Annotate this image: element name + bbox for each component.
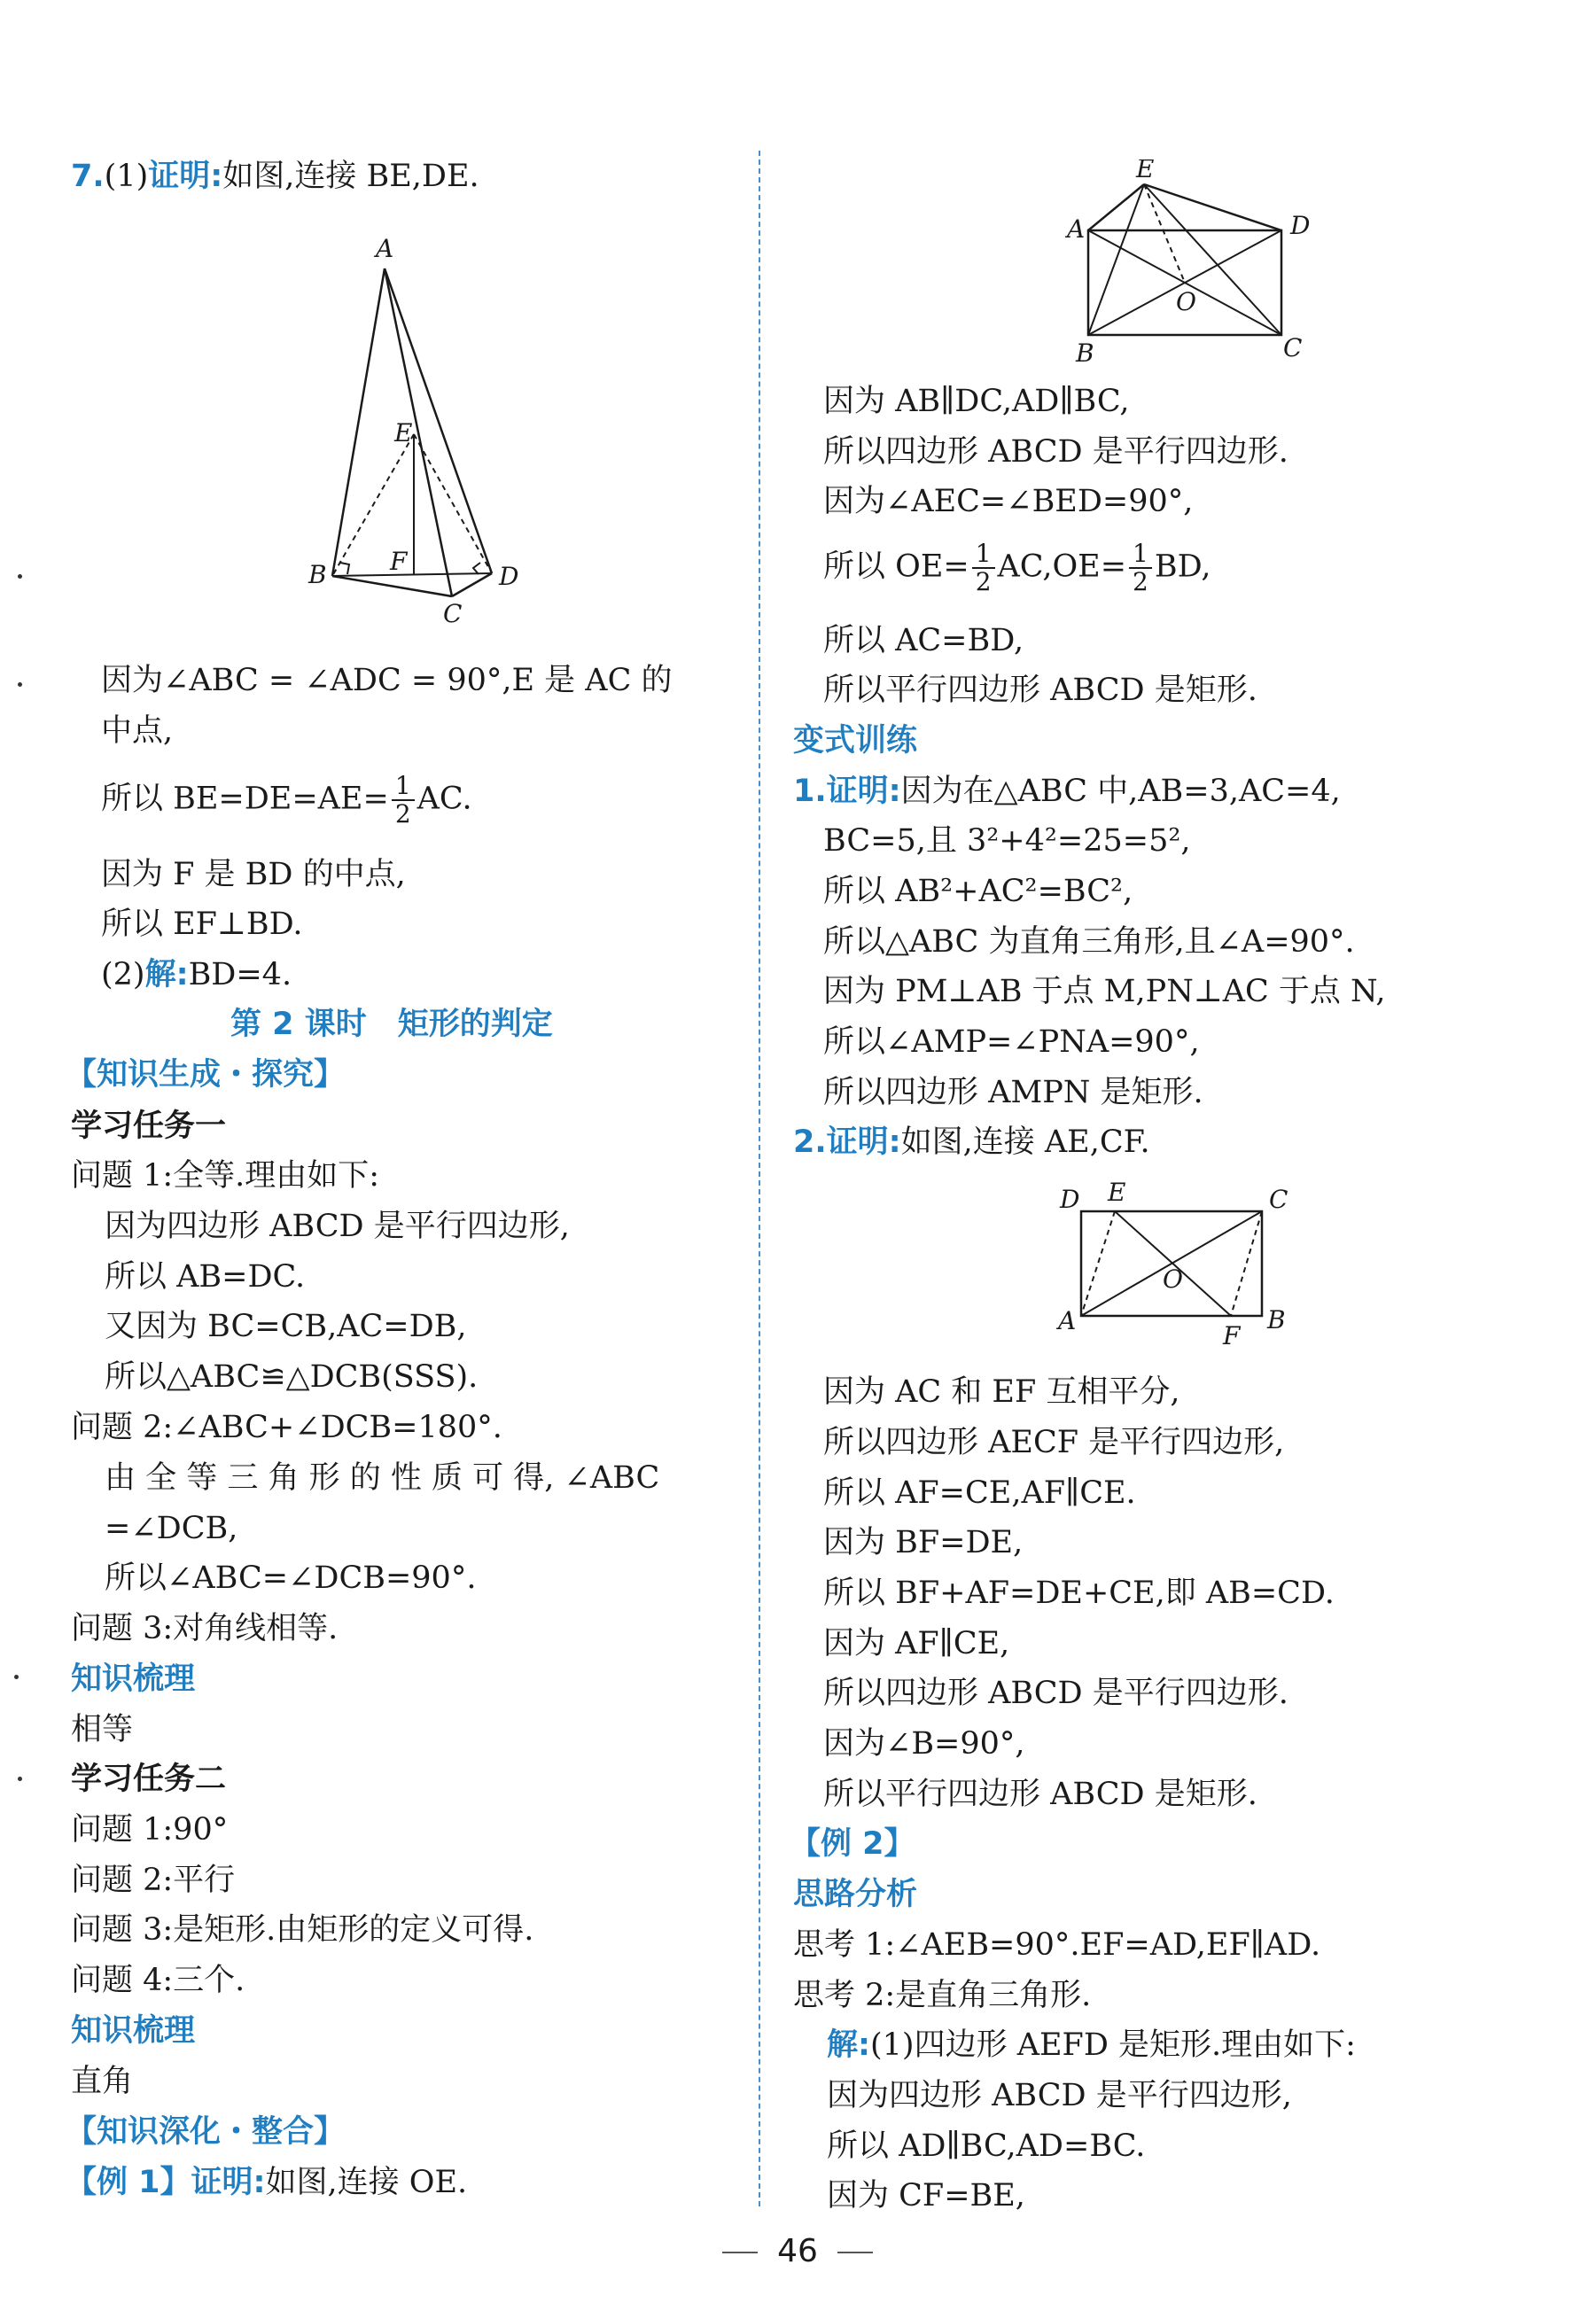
lesson-title: 第 2 课时 矩形的判定 (230, 1007, 553, 1042)
proof-label: 证明: (148, 159, 223, 194)
text-line: 因为 F 是 BD 的中点, (101, 857, 406, 892)
task-heading: 学习任务一 (71, 1109, 227, 1144)
page-number: 46 (673, 2233, 922, 2269)
text-line: 所以平行四边形 ABCD 是矩形. (823, 1777, 1257, 1812)
example-tag: 【例 2】 (790, 1826, 915, 1862)
example-1-line: 【例 1】证明:如图,连接 OE. (66, 2165, 468, 2200)
text-line: 中点, (101, 713, 174, 749)
margin-dot (18, 1777, 22, 1781)
subsection-heading: 知识梳理 (71, 2013, 196, 2049)
text-line: 因为 CF=BE, (827, 2178, 1025, 2214)
problem-7-line: 7.(1)证明:如图,连接 BE,DE. (71, 159, 479, 194)
proof-label: 证明: (826, 774, 901, 809)
text-line: 所以平行四边形 ABCD 是矩形. (823, 673, 1257, 708)
text-line: 又因为 BC=CB,AC=DB, (105, 1309, 467, 1344)
label-a: A (376, 234, 394, 263)
fraction: $\frac{1}{2}$ (1129, 541, 1152, 595)
subsection-heading: 变式训练 (793, 723, 918, 759)
text-line: BC=5,且 3²+4²=25=5², (823, 823, 1191, 859)
text-line: 所以△ABC≌△DCB(SSS). (105, 1359, 479, 1395)
label-d: D (499, 562, 519, 591)
task-heading: 学习任务二 (71, 1762, 227, 1797)
problem-2-line: 2.证明:如图,连接 AE,CF. (793, 1124, 1150, 1160)
label-e: E (1108, 1178, 1126, 1207)
label-c: C (1283, 333, 1303, 362)
text-line: 所以∠ABC=∠DCB=90°. (105, 1560, 477, 1596)
text-line: 所以 AB²+AC²=BC², (823, 874, 1133, 909)
label-b: B (1267, 1305, 1286, 1334)
label-c: C (443, 599, 463, 628)
text-line: 所以 EF⊥BD. (101, 906, 303, 942)
label-e: E (394, 418, 413, 447)
label-f: F (1223, 1321, 1241, 1350)
text-line: 问题 1:全等.理由如下: (71, 1158, 380, 1194)
text-line: 问题 1:90° (71, 1812, 229, 1848)
solution-label: 解: (827, 2027, 870, 2063)
text-line: 因为 PM⊥AB 于点 M,PN⊥AC 于点 N, (823, 974, 1386, 1009)
subsection-heading: 思路分析 (793, 1877, 918, 1912)
figure-rectangle-aecf (1010, 1174, 1303, 1351)
figure-triangle-abcd (284, 226, 620, 634)
problem-number: 2. (793, 1124, 827, 1160)
example-tag: 【例 1】 (66, 2165, 191, 2200)
label-f: F (390, 547, 408, 576)
margin-dot (18, 682, 22, 687)
problem-number: 7. (71, 159, 105, 194)
label-b: B (308, 560, 327, 589)
text-line: 问题 3:对角线相等. (71, 1611, 339, 1646)
text-line: 思考 1:∠AEB=90°.EF=AD,EF∥AD. (793, 1927, 1321, 1963)
text-line-answer: (2)解:BD=4. (101, 957, 292, 992)
label-o: O (1163, 1264, 1183, 1294)
solution-line: 解:(1)四边形 AEFD 是矩形.理由如下: (827, 2027, 1356, 2063)
text-line: 因为四边形 ABCD 是平行四边形, (827, 2078, 1292, 2113)
text-line: 因为 AF∥CE, (823, 1626, 1010, 1661)
label-c: C (1269, 1185, 1288, 1214)
proof-label: 证明: (826, 1124, 901, 1160)
margin-dot (14, 1675, 19, 1679)
section-heading: 【知识生成・探究】 (66, 1057, 346, 1093)
text-line: 直角 (71, 2064, 134, 2099)
text-line: 所以四边形 AMPN 是矩形. (823, 1075, 1203, 1110)
text-line: 所以 AC=BD, (823, 623, 1024, 658)
problem-number: 1. (793, 774, 827, 809)
text-line: 所以∠AMP=∠PNA=90°, (823, 1024, 1200, 1060)
text-line: 所以 AB=DC. (105, 1259, 306, 1295)
text-line: 所以 AF=CE,AF∥CE. (823, 1475, 1136, 1511)
label-d: D (1060, 1185, 1080, 1214)
figure-rectangle-with-e (1019, 159, 1338, 372)
text-line: 相等 (71, 1712, 134, 1747)
fraction: $\frac{1}{2}$ (972, 541, 995, 595)
text-line: 因为四边形 ABCD 是平行四边形, (105, 1209, 570, 1244)
text-line: 因为∠B=90°, (823, 1726, 1025, 1762)
text-line: =∠DCB, (105, 1511, 238, 1546)
text-line: 所以四边形 ABCD 是平行四边形. (823, 434, 1288, 470)
text-line: 所以 BF+AF=DE+CE,即 AB=CD. (823, 1576, 1335, 1611)
text-line: 因为 AB∥DC,AD∥BC, (823, 384, 1130, 419)
text-line: 思考 2:是直角三角形. (793, 1978, 1092, 2013)
solution-label: 解: (144, 957, 189, 992)
label-a: A (1058, 1306, 1077, 1335)
label-b: B (1076, 338, 1094, 368)
label-o: O (1176, 287, 1196, 316)
fraction: $\frac{1}{2}$ (392, 773, 415, 828)
text-line: 所以△ABC 为直角三角形,且∠A=90°. (823, 924, 1355, 960)
text-line: 问题 4:三个. (71, 1963, 245, 1998)
margin-dot (18, 574, 22, 579)
label-a: A (1067, 214, 1086, 244)
text-line: 所以 AD∥BC,AD=BC. (827, 2128, 1146, 2164)
text-line-fraction: 所以 BE=DE=AE= $\frac{1}{2}$ AC. (101, 771, 472, 829)
text-line: 因为 AC 和 EF 互相平分, (823, 1374, 1180, 1410)
label-d: D (1290, 211, 1311, 240)
proof-label: 证明: (191, 2165, 266, 2200)
text-line: 问题 2:平行 (71, 1863, 236, 1898)
label-e: E (1136, 159, 1155, 183)
column-divider (759, 151, 760, 2206)
text-line: 所以四边形 AECF 是平行四边形, (823, 1425, 1285, 1460)
text-line: 所以四边形 ABCD 是平行四边形. (823, 1676, 1288, 1711)
problem-1-line: 1.证明:因为在△ABC 中,AB=3,AC=4, (793, 774, 1341, 809)
subsection-heading: 知识梳理 (71, 1661, 196, 1697)
text-line: 问题 2:∠ABC+∠DCB=180°. (71, 1410, 502, 1445)
text-line: 问题 3:是矩形.由矩形的定义可得. (71, 1912, 534, 1948)
text-line: 因为 BF=DE, (823, 1525, 1024, 1560)
text-line: 由 全 等 三 角 形 的 性 质 可 得, ∠ABC (105, 1460, 660, 1496)
text-line: 因为∠ABC = ∠ADC = 90°,E 是 AC 的 (101, 663, 673, 698)
text-line: 因为∠AEC=∠BED=90°, (823, 484, 1194, 519)
text-line-fraction: 所以 OE= $\frac{1}{2}$ AC,OE= $\frac{1}{2}$ BD, (823, 539, 1211, 596)
section-heading: 【知识深化・整合】 (66, 2114, 346, 2150)
